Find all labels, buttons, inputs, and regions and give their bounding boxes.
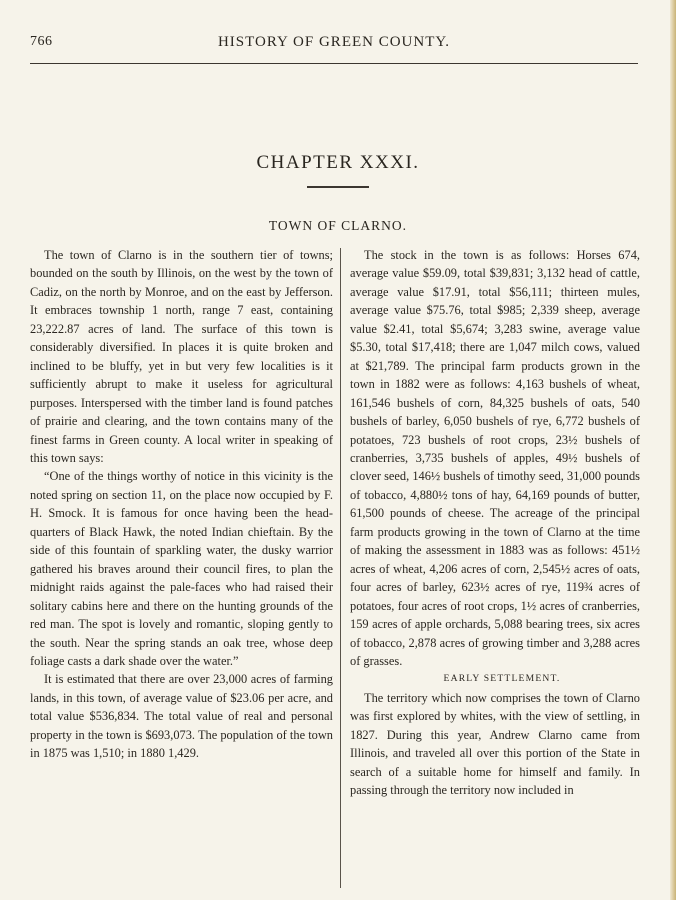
- page-number: 766: [30, 34, 53, 49]
- paragraph: It is estimated that there are over 23,000 acres of farming lands, in this town, of average value of $23.06 per acre, and total value $536,834. The total value of real and personal property in the town is $693,073. The population of the town in 1875 was 1,510; in 1880 1,429.: [30, 672, 333, 761]
- subheading-early-settlement: EARLY SETTLEMENT.: [443, 673, 561, 685]
- left-column: [30, 246, 333, 763]
- chapter-title: CHAPTER XXXI.: [256, 152, 420, 173]
- header-rule: [30, 63, 638, 64]
- running-head: HISTORY OF GREEN COUNTY.: [217, 34, 451, 50]
- paragraph: “One of the things worthy of notice in this vicinity is the noted spring on section 11, on the place now occupied by F. H. Smock. It is famous for once having been the head-quarters of Black Hawk, the noted Indian chieftain. By the side of this fountain of sparkling water, the dusky warrior gathered his braves around their council fires, to plan the midnight raids against the pale-faces who had raised their solitary cabins here and there on the hunting grounds of the red man. The spot is lovely and romantic, sloping gently to the south. Near the spring stands an oak tree, whose deep foliage casts a dark shade over the water.”: [30, 469, 333, 668]
- paragraph: The town of Clarno is in the southern tier of towns; bounded on the south by Illinois, on the west by the town of Cadiz, on the north by Monroe, and on the east by Jefferson. It embraces township 1 north, range 7 east, containing 23,222.87 acres of land. The surface of this town is considerably diversified. In places it is quite broken and inclined to be bluffy, yet in but very few localities is it sufficiently abrupt to make it useless for agricultural purposes. Interspersed with the timber land is found patches of prairie and clearing, and the town contains many of the finest farms in Green county. A local writer in speaking of this town says:: [30, 248, 333, 465]
- paragraph: The stock in the town is as follows: Horses 674, average value $59.09, total $39,831; 3,132 head of cattle, average value $17.91, total $56,111; thirteen mules, average value $75.76, total $985; 2,339 sheep, average value $2.41, total $5,674; 3,283 swine, average value $5.30, total $17,418; there are 1,047 milch cows, valued at $21,789. The principal farm products grown in the town in 1882 were as follows: 4,163 bushels of wheat, 161,546 bushels of corn, 84,325 bushels of oats, 540 bushels of barley, 6,050 bushels of rye, 6,772 bushels of potatoes, 723 bushels of root crops, 23½ bushels of cranberries, 3,735 bushels of apples, 49½ bushels of clover seed, 146½ bushels of timothy seed, 31,000 pounds of tobacco, 4,880½ tons of hay, 64,169 pounds of butter, 61,500 pounds of cheese. The acreage of the principal farm products growing in the town of Clarno at the time of making the assessment in 1883 was as follows: 451½ acres of wheat, 4,206 acres of corn, 2,545½ acres of oats, four acres of barley, 623½ acres of rye, 119¾ acres of potatoes, four acres of root crops, 1½ acres of cranberries, 159 acres of apple orchards, 5,088 bearing trees, six acres of tobacco, 2,878 acres of growing timber and 3,288 acres of grasses.: [350, 248, 640, 668]
- page-edge: [670, 0, 676, 900]
- page-header: [30, 34, 638, 54]
- paragraph: The territory which now comprises the town of Clarno was first explored by whites, with the view of settling, in 1827. During this year, Andrew Clarno came from Illinois, and traveled all over this portion of the State in search of a suitable home for himself and family. In passing through the territory now included in: [350, 690, 640, 798]
- right-column: [350, 246, 640, 800]
- section-title: TOWN OF CLARNO.: [268, 218, 408, 233]
- column-divider: [340, 248, 341, 888]
- chapter-rule: [307, 186, 369, 188]
